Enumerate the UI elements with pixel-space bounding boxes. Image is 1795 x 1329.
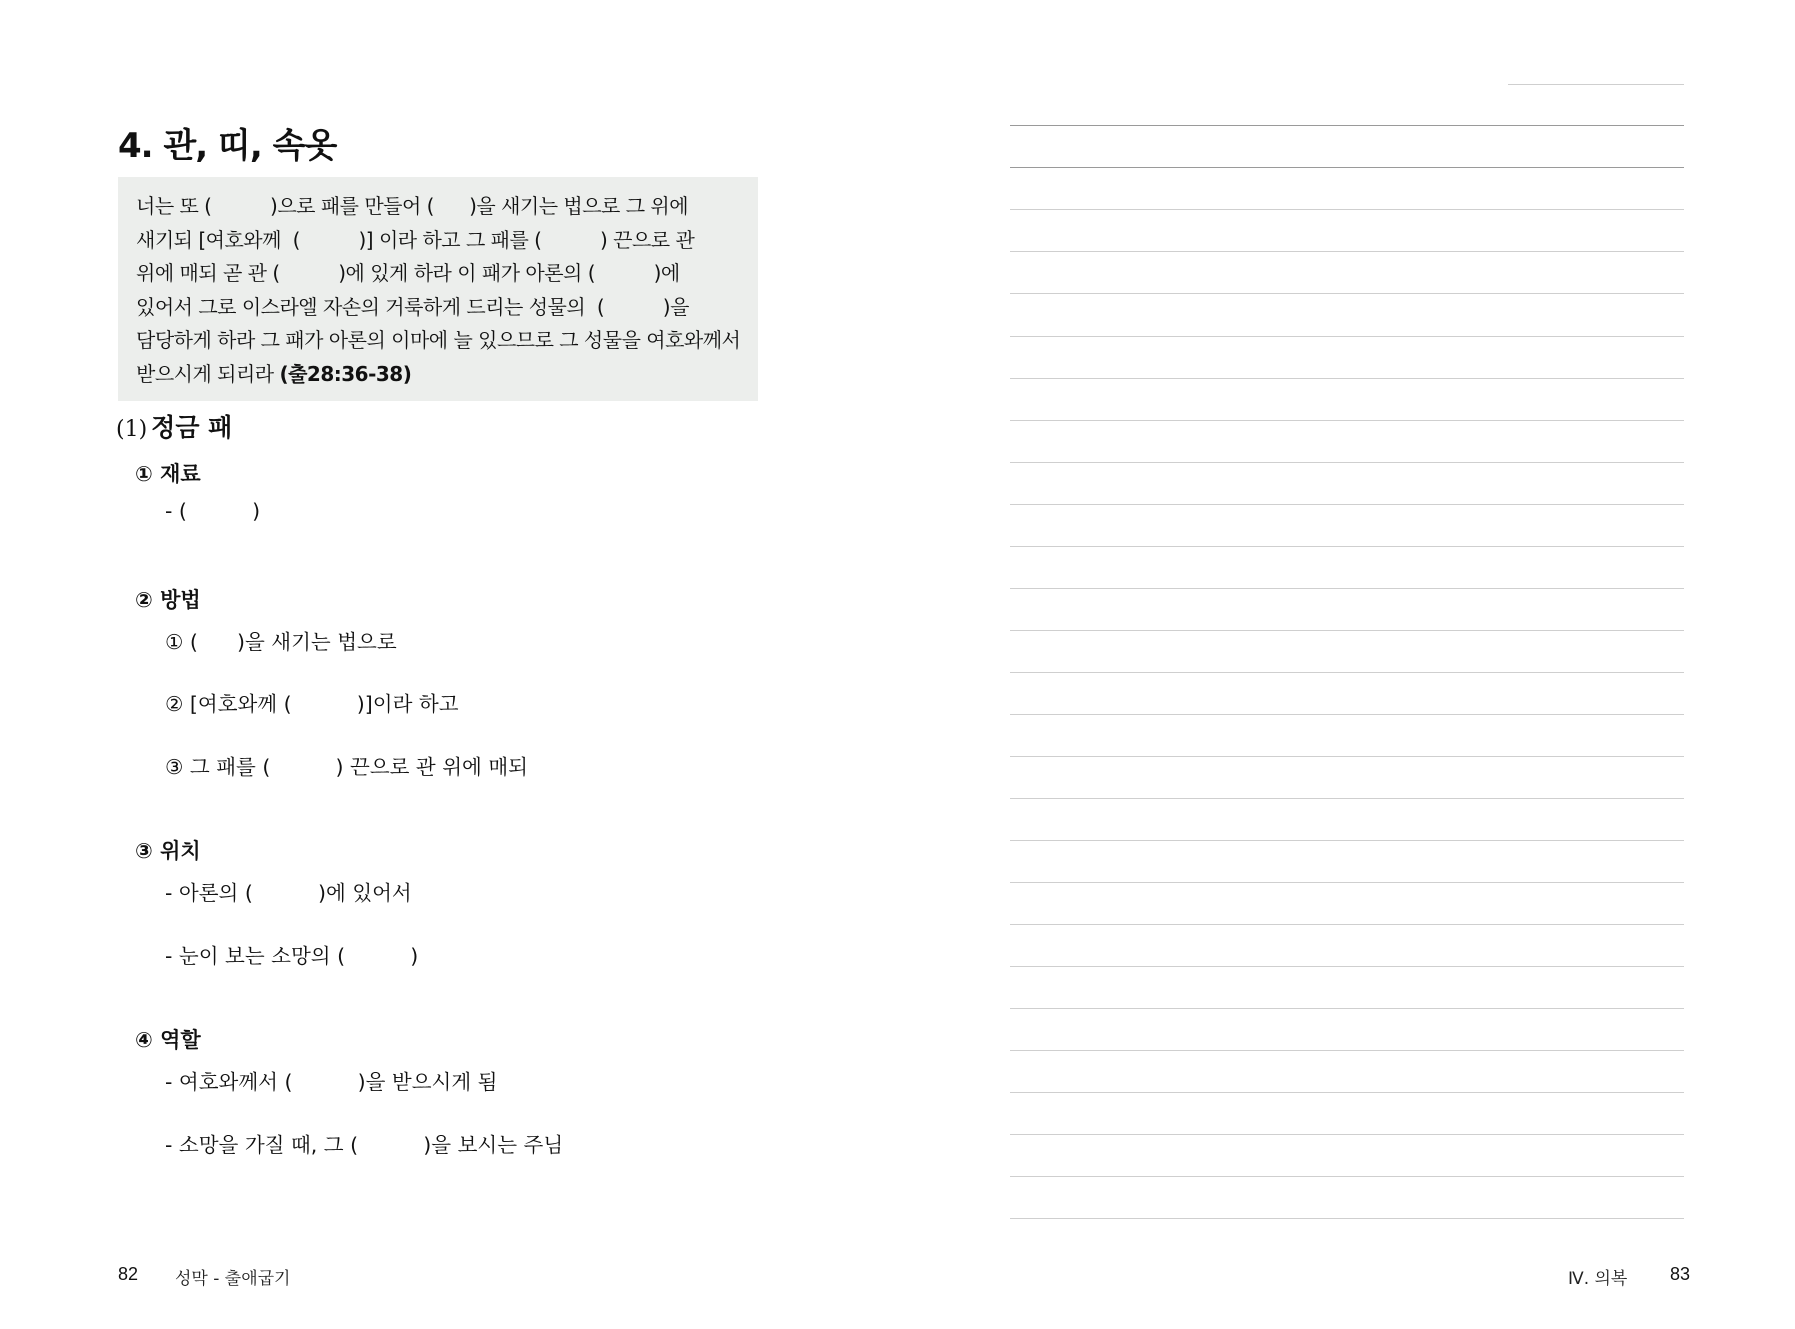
subsection-heading [116, 408, 232, 444]
passage-line: 있어서 그로 이스라엘 자손의 거룩하게 드리는 성물의 ( )을 [136, 294, 689, 319]
item-heading-method: ② 방법 [135, 588, 201, 612]
item-line: - ( ) [165, 499, 261, 523]
item-line: ② [여호와께 ( )]이라 하고 [165, 692, 459, 716]
item-heading-role: ④ 역할 [135, 1028, 201, 1052]
passage-line: 너는 또 ( )으로 패를 만들어 ( )을 새기는 법으로 그 위에 [136, 194, 689, 218]
item-heading-location: ③ 위치 [135, 839, 201, 863]
passage-line: 새기되 [여호와께 ( )] 이라 하고 그 패를 ( ) 끈으로 관 [136, 227, 695, 252]
item-line: ① ( )을 새기는 법으로 [165, 630, 397, 654]
passage-line-last [136, 358, 740, 392]
scripture-reference: (출28:36-38) [279, 361, 412, 386]
passage-line: 위에 매되 곧 관 ( )에 있게 하라 이 패가 아론의 ( )에 [136, 261, 680, 285]
item-line: - 눈이 보는 소망의 ( ) [165, 944, 419, 968]
subsection-title: 정금 패 [151, 413, 233, 442]
item-line: ③ 그 패를 ( ) 끈으로 관 위에 매되 [165, 755, 528, 779]
item-heading-material: ① 재료 [135, 462, 201, 486]
section-title: 4. 관, 띠, 속옷 [118, 126, 337, 166]
passage-line: 받으시게 되리라 [136, 361, 280, 386]
page-number-right: 83 [1670, 1264, 1691, 1284]
item-line: - 아론의 ( )에 있어서 [165, 881, 412, 905]
running-title-right: Ⅳ. 의복 [1568, 1269, 1628, 1289]
right-page [900, 0, 1795, 1329]
item-line: - 소망을 가질 때, 그 ( )을 보시는 주님 [165, 1133, 564, 1157]
subsection-number: (1) [116, 417, 148, 442]
running-title-left: 성막 - 출애굽기 [175, 1269, 291, 1289]
passage-line: 담당하게 하라 그 패가 아론의 이마에 늘 있으므로 그 성물을 여호와께서 [136, 328, 741, 352]
scripture-passage-box [118, 177, 758, 401]
page-number-left: 82 [118, 1264, 139, 1284]
item-line: - 여호와께서 ( )을 받으시게 됨 [165, 1070, 498, 1094]
